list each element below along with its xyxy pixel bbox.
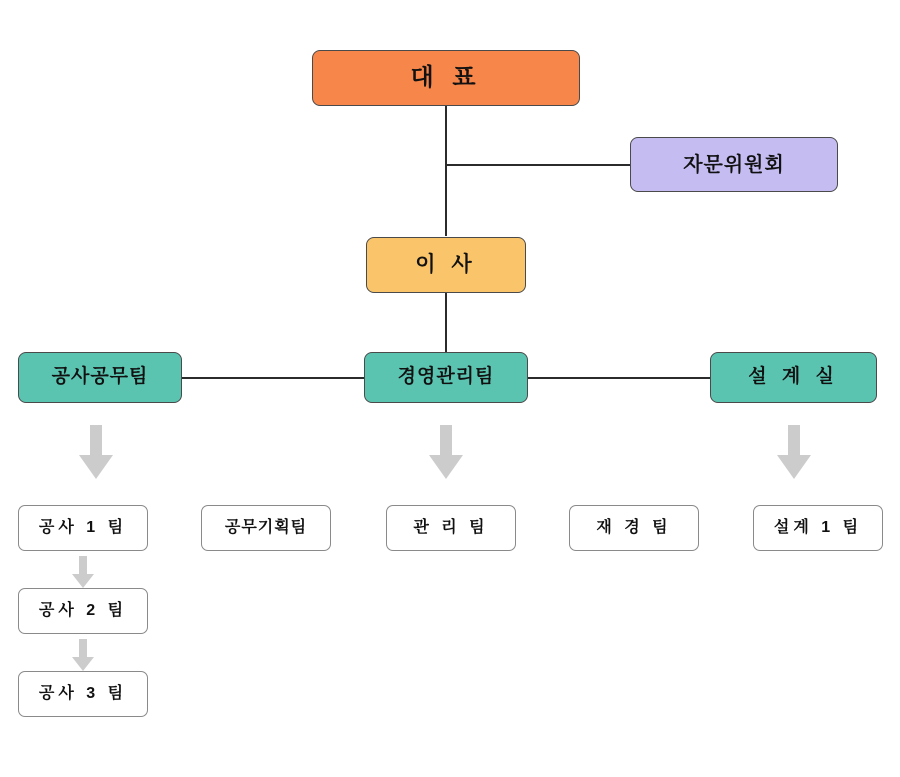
node-sub-management-label: 관 리 팀 xyxy=(413,519,489,537)
node-sub-construction-3[interactable] xyxy=(18,671,148,717)
arrow-icon xyxy=(429,425,463,479)
connector-director-vertical xyxy=(445,293,447,353)
node-sub-construction-2-label: 공사 2 팀 xyxy=(38,602,128,620)
node-sub-finance[interactable] xyxy=(569,505,699,551)
node-sub-management[interactable] xyxy=(386,505,516,551)
node-sub-construction-1[interactable] xyxy=(18,505,148,551)
arrow-icon xyxy=(72,639,94,671)
node-sub-design-1[interactable] xyxy=(753,505,883,551)
arrow-down-design xyxy=(777,425,805,479)
node-director[interactable] xyxy=(366,237,526,293)
node-team-construction-affairs[interactable] xyxy=(18,352,182,403)
arrow-down-construction xyxy=(79,425,107,479)
arrow-down-construction-1-2 xyxy=(72,556,90,588)
node-advisory-committee-label: 자문위원회 xyxy=(683,153,785,176)
connector-ceo-vertical xyxy=(445,106,447,236)
node-ceo-label: 대 표 xyxy=(410,63,482,91)
node-director-label: 이 사 xyxy=(415,253,477,277)
arrow-icon xyxy=(79,425,113,479)
node-sub-affairs-planning[interactable] xyxy=(201,505,331,551)
connector-advisory-horizontal xyxy=(445,164,630,166)
node-team-construction-affairs-label: 공사공무팀 xyxy=(51,366,149,388)
arrow-down-management xyxy=(429,425,457,479)
node-sub-construction-3-label: 공사 3 팀 xyxy=(38,685,128,703)
node-advisory-committee[interactable] xyxy=(630,137,838,192)
node-team-design[interactable] xyxy=(710,352,877,403)
node-sub-affairs-planning-label: 공무기획팀 xyxy=(224,519,308,537)
arrow-icon xyxy=(777,425,811,479)
node-sub-construction-1-label: 공사 1 팀 xyxy=(38,519,128,537)
node-team-management-label: 경영관리팀 xyxy=(397,366,495,388)
arrow-down-construction-2-3 xyxy=(72,639,90,671)
node-sub-construction-2[interactable] xyxy=(18,588,148,634)
node-sub-finance-label: 재 경 팀 xyxy=(596,519,672,537)
node-team-management[interactable] xyxy=(364,352,528,403)
node-team-design-label: 설 계 실 xyxy=(748,366,839,388)
arrow-icon xyxy=(72,556,94,588)
node-ceo[interactable] xyxy=(312,50,580,106)
node-sub-design-1-label: 설계 1 팀 xyxy=(773,519,863,537)
